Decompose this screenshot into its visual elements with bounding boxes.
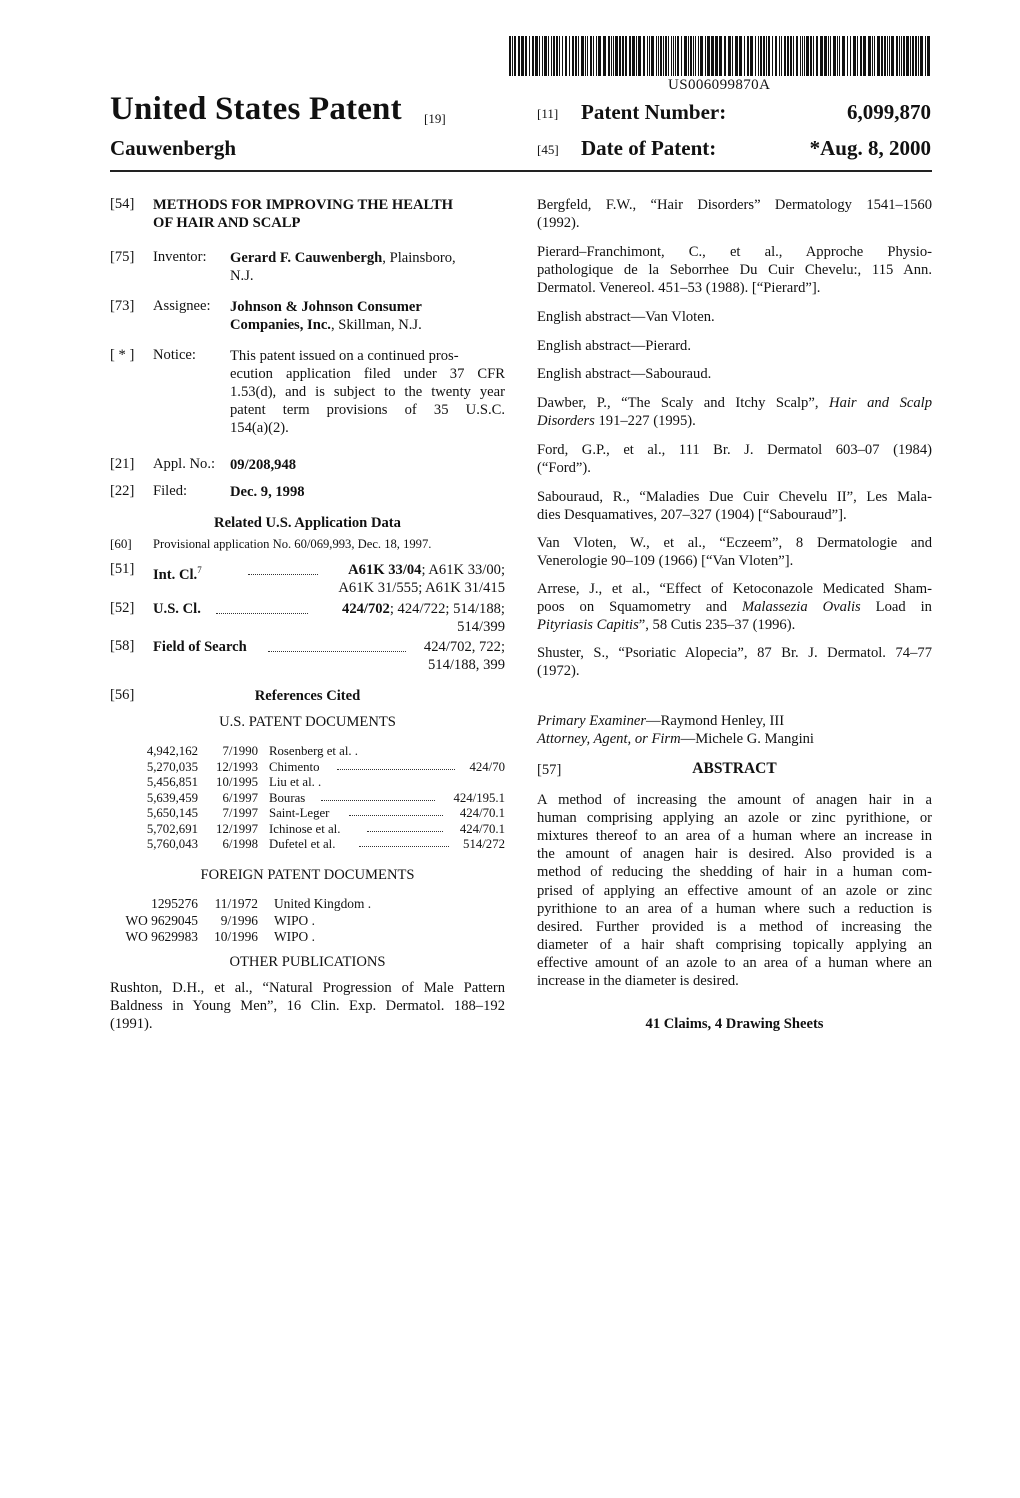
claims-summary: 41 Claims, 4 Drawing Sheets [645, 1016, 824, 1032]
barcode-bar [643, 36, 645, 76]
barcode-bar [581, 36, 584, 76]
barcode-bar [684, 36, 687, 76]
barcode-bar [700, 36, 703, 76]
us-patent-leader [359, 846, 449, 847]
us-cl-label: U.S. Cl. [153, 601, 201, 617]
barcode-bar [768, 36, 770, 76]
ref-pierard-line-2: pathologique de la Seborrhee Du Cuir Chevelu:, 115 Ann. [537, 262, 932, 278]
barcode-bar [551, 36, 552, 76]
abstract-code: [57] [537, 762, 562, 778]
barcode-bar [514, 36, 516, 76]
barcode-bar [542, 36, 543, 76]
primary-examiner-label: Primary Examiner [537, 713, 647, 729]
notice-line-4: patent term provisions of 35 U.S.C. [230, 402, 505, 418]
other-publications-heading: OTHER PUBLICATIONS [229, 954, 386, 970]
barcode-bar [698, 36, 699, 76]
filed-date: Dec. 9, 1998 [230, 484, 305, 500]
barcode-bar [596, 36, 597, 76]
barcode-bar [622, 36, 624, 76]
notice-line-2: ecution application filed under 37 CFR [230, 366, 505, 382]
barcode-bar [724, 36, 726, 76]
abstract-line: prised of applying an effective amount of an azole or zinc [537, 882, 932, 899]
barcode-bar [927, 36, 930, 76]
barcode-bar [660, 36, 662, 76]
ref-ford-line-1: Ford, G.P., et al., 111 Br. J. Dermatol 603–07 (1984) [537, 442, 932, 458]
barcode-bar [760, 36, 762, 76]
barcode-bar [728, 36, 731, 76]
int-cl-line-2: A61K 31/555; A61K 31/415 [338, 580, 505, 596]
barcode-bar [677, 36, 679, 76]
barcode-bar [651, 36, 654, 76]
int-cl-main: A61K 33/04 [348, 562, 422, 578]
barcode-bar [833, 36, 836, 76]
us-patent-leader [367, 831, 443, 832]
date-of-patent: *Aug. 8, 2000 [809, 136, 931, 160]
us-patent-leader [321, 800, 435, 801]
int-cl-code: [51] [110, 561, 135, 577]
foreign-patent-date: 10/1996 [214, 929, 258, 944]
us-patent-leader [349, 815, 443, 816]
inventor-value [230, 249, 456, 267]
title-code: [19] [424, 111, 446, 126]
barcode-bar [688, 36, 689, 76]
foreign-patent-date: 11/1972 [214, 896, 258, 911]
barcode-bar [824, 36, 827, 76]
barcode-bar [796, 36, 798, 76]
int-cl-label-wrap [153, 561, 202, 584]
barcode-bar [779, 36, 780, 76]
barcode-bar [532, 36, 534, 76]
barcode-bar [775, 36, 777, 76]
foreign-patent-number: WO 9629983 [125, 929, 198, 944]
int-cl-rest: ; A61K 33/00; [421, 562, 505, 578]
us-patent-name: Dufetel et al. [269, 837, 336, 851]
us-patent-leader [337, 769, 455, 770]
inventor-label: Inventor: [153, 249, 207, 265]
barcode-bar [611, 36, 612, 76]
assignee-name-line-1: Johnson & Johnson Consumer [230, 299, 422, 315]
barcode-bar [518, 36, 520, 76]
us-patent-number: 5,270,035 [146, 759, 198, 774]
ref-arrese-journal: ”, 58 Cutis 235–37 (1996). [638, 617, 796, 633]
barcode-bar [755, 36, 756, 76]
us-patent-name: Rosenberg et al. . [269, 744, 358, 758]
barcode-bar [915, 36, 917, 76]
barcode-bar [575, 36, 577, 76]
barcode-bar [695, 36, 696, 76]
barcode-bar [548, 36, 549, 76]
us-cl-line-2: 514/399 [457, 619, 505, 635]
us-patent-date: 6/1997 [222, 790, 258, 805]
us-patent-class: 424/70.1 [459, 806, 505, 820]
inventor-field-code: [75] [110, 249, 135, 265]
barcode-bar [509, 36, 511, 76]
us-patent-class: 424/195.1 [453, 790, 505, 805]
barcode-bar [559, 36, 560, 76]
us-patent-date: 7/1990 [222, 744, 258, 758]
ref-pierard-line-1: Pierard–Franchimont, C., et al., Approche Physio- [537, 244, 932, 260]
refs-code: [56] [110, 687, 135, 703]
foreign-documents-heading: FOREIGN PATENT DOCUMENTS [200, 867, 415, 883]
int-cl-leader [248, 574, 318, 575]
us-patent-name: Ichinose et al. [269, 821, 341, 836]
us-patent-number: 5,639,459 [146, 790, 198, 805]
barcode-bar [813, 36, 814, 76]
barcode-bar [784, 36, 786, 76]
barcode-bar [690, 36, 692, 76]
us-patent-date: 12/1993 [216, 759, 258, 774]
barcode-bar [887, 36, 888, 76]
barcode-bar [572, 36, 574, 76]
barcode-bar [569, 36, 570, 76]
us-patent-class: 424/70 [469, 759, 505, 774]
abstract-line: increase in the diameter is desired. [537, 973, 739, 989]
barcode [509, 36, 931, 76]
abstract-line: pyrithione to an area of a human where such a reduction is [537, 900, 932, 917]
header-divider [110, 170, 932, 172]
barcode-bar [593, 36, 594, 76]
barcode-bar [553, 36, 555, 76]
barcode-bar [820, 36, 823, 76]
barcode-bar [889, 36, 890, 76]
primary-examiner [537, 712, 932, 730]
barcode-bar [629, 36, 631, 76]
barcode-bar [872, 36, 873, 76]
abstract-line: the amount of anagen hair is desired. Also provided is a [537, 846, 932, 863]
barcode-bar [899, 36, 900, 76]
us-cl-leader [216, 613, 308, 614]
barcode-bar [705, 36, 706, 76]
barcode-bar [901, 36, 902, 76]
us-patent-number: 5,456,851 [146, 775, 198, 789]
patent-number: 6,099,870 [847, 100, 931, 124]
barcode-bar [830, 36, 831, 76]
barcode-bar [847, 36, 848, 76]
provisional-code: [60] [110, 536, 132, 551]
barcode-bar [590, 36, 592, 76]
barcode-bar [850, 36, 851, 76]
barcode-bar [715, 36, 718, 76]
foreign-patent-office: WIPO . [274, 929, 315, 944]
us-patent-class: 514/272 [463, 837, 505, 851]
assignee-field-code: [73] [110, 298, 135, 314]
barcode-bar [816, 36, 818, 76]
barcode-bar [556, 36, 558, 76]
barcode-bar [619, 36, 621, 76]
rushton-line-1: Rushton, D.H., et al., “Natural Progression of Male Pattern [110, 980, 505, 996]
barcode-bar [810, 36, 812, 76]
barcode-bar [802, 36, 803, 76]
barcode-bar [535, 36, 538, 76]
date-label: Date of Patent: [581, 136, 717, 160]
abstract-line: mixtures thereof to an area of a human where an increase in [537, 828, 932, 845]
ref-english-abstract-van-vloten: English abstract—Van Vloten. [537, 309, 715, 325]
us-patent-date: 12/1997 [216, 821, 258, 836]
barcode-bar [671, 36, 672, 76]
barcode-bar [663, 36, 664, 76]
ref-arrese-text: poos on Squamometry and [537, 599, 742, 615]
rushton-line-2: Baldness in Young Men”, 16 Clin. Exp. Dermatol. 188–192 [110, 998, 505, 1014]
barcode-bar [649, 36, 650, 76]
us-patent-number: 4,942,162 [146, 744, 198, 758]
barcode-bar [853, 36, 856, 76]
barcode-bar [665, 36, 667, 76]
us-patent-date: 10/1995 [216, 775, 258, 789]
ref-english-abstract-sabouraud: English abstract—Sabouraud. [537, 366, 712, 382]
ref-dawber-book-2: Disorders [537, 413, 595, 429]
barcode-bar [896, 36, 898, 76]
ref-shuster-line-2: (1972). [537, 663, 580, 679]
barcode-bar [744, 36, 745, 76]
barcode-bar [658, 36, 659, 76]
ref-van-vloten-line-1: Van Vloten, W., et al., “Eczeem”, 8 Dermatologie and [537, 535, 932, 551]
barcode-bar [874, 36, 875, 76]
foreign-patent-date: 9/1996 [220, 912, 258, 928]
barcode-bar [608, 36, 610, 76]
us-cl-rest: ; 424/722; 514/188; [389, 601, 505, 617]
barcode-bar [747, 36, 749, 76]
abstract-line: desired. Further provided is a method of increasing the [537, 918, 932, 935]
provisional-text: Provisional application No. 60/069,993, Dec. 18, 1997. [153, 537, 432, 551]
ref-sabouraud-line-2: dies Desquamatives, 207–327 (1904) [“Sabouraud”]. [537, 507, 847, 523]
barcode-bar [763, 36, 765, 76]
barcode-bar [787, 36, 789, 76]
ref-bergfeld-line-2: (1992). [537, 215, 580, 231]
related-data-heading: Related U.S. Application Data [214, 515, 401, 531]
field-of-search-code: [58] [110, 638, 135, 654]
ref-shuster-line-1: Shuster, S., “Psoriatic Alopecia”, 87 Br. J. Dermatol. 74–77 [537, 645, 932, 661]
foreign-patent-office: United Kingdom . [274, 896, 372, 911]
barcode-bar [739, 36, 742, 76]
ref-english-abstract-pierard: English abstract—Pierard. [537, 338, 692, 354]
barcode-bar [681, 36, 682, 76]
barcode-bar [525, 36, 527, 76]
barcode-bar [598, 36, 601, 76]
barcode-bar [711, 36, 714, 76]
barcode-bar [673, 36, 674, 76]
int-cl-label: Int. Cl. [153, 566, 198, 583]
int-cl-edition: 7 [197, 565, 202, 575]
barcode-bar [638, 36, 641, 76]
patent-number-label: Patent Number: [581, 100, 727, 124]
barcode-bar [675, 36, 676, 76]
barcode-bar [842, 36, 845, 76]
assignee-line-2 [230, 316, 422, 334]
invention-title-line-1: METHODS FOR IMPROVING THE HEALTH [153, 197, 454, 213]
us-patent-date: 6/1998 [222, 837, 258, 851]
ref-dawber-line-2 [537, 412, 932, 430]
barcode-bar [585, 36, 586, 76]
abstract-line: method of reducing the shedding of hair in a human com- [537, 864, 932, 881]
barcode-bar [750, 36, 753, 76]
inventor-name: Gerard F. Cauwenbergh [230, 250, 383, 266]
assignee-name-line-2: Companies, Inc. [230, 317, 331, 333]
barcode-bar [877, 36, 880, 76]
barcode-bar [781, 36, 782, 76]
notice-line-1: This patent issued on a continued pros- [230, 348, 459, 364]
inventor-place: , Plainsboro, [382, 250, 456, 266]
barcode-bar [793, 36, 794, 76]
us-patent-name: Bouras [269, 790, 306, 805]
us-patent-date: 7/1997 [222, 806, 258, 820]
barcode-bar [632, 36, 635, 76]
us-patent-name: Chimento [269, 759, 320, 774]
ref-pierard-line-3: Dermatol. Venereol. 451–53 (1988). [“Pierard”]. [537, 280, 821, 296]
field-of-search-line-2: 514/188, 399 [427, 657, 505, 673]
appl-field-code: [21] [110, 456, 135, 472]
barcode-bar [863, 36, 866, 76]
us-patent-number: 5,760,043 [146, 837, 198, 851]
attorney-label: Attorney, Agent, or Firm [537, 731, 681, 747]
notice-field-code: [ * ] [110, 347, 135, 363]
barcode-bar [790, 36, 792, 76]
abstract-line: diameter of a hair shaft comprising topically applying an [537, 936, 932, 953]
abstract-line: A method of increasing the amount of anagen hair in a [537, 792, 932, 808]
barcode-bar [918, 36, 919, 76]
patent-number-code: [11] [537, 106, 559, 121]
us-patent-number: 5,702,691 [146, 821, 198, 836]
us-patent-number: 5,650,145 [146, 806, 198, 820]
appl-label: Appl. No.: [153, 456, 216, 472]
ref-arrese-load: Load in [860, 599, 932, 615]
ref-arrese-line-2 [537, 598, 932, 616]
us-patent-class: 424/70.1 [459, 821, 505, 836]
title-field-code: [54] [110, 196, 135, 212]
barcode-bar [647, 36, 648, 76]
barcode-bar [868, 36, 871, 76]
barcode-bar [521, 36, 524, 76]
barcode-bar [707, 36, 710, 76]
appl-number: 09/208,948 [230, 457, 297, 473]
barcode-bar [903, 36, 905, 76]
field-of-search-line-1: 424/702, 722; [423, 639, 505, 655]
barcode-bar [906, 36, 909, 76]
us-cl-code: [52] [110, 600, 135, 616]
primary-examiner-name: —Raymond Henley, III [646, 713, 785, 729]
barcode-bar [578, 36, 579, 76]
barcode-bar [625, 36, 627, 76]
us-patent-name: Saint-Leger [269, 806, 330, 820]
inventor-surname: Cauwenbergh [110, 136, 237, 160]
barcode-bar [603, 36, 606, 76]
filed-label: Filed: [153, 483, 188, 499]
invention-title-line-2: OF HAIR AND SCALP [153, 215, 301, 231]
notice-line-5: 154(a)(2). [230, 420, 289, 436]
barcode-bar [891, 36, 894, 76]
inventor-state: N.J. [230, 268, 254, 284]
barcode-bar [828, 36, 829, 76]
ref-van-vloten-line-2: Venerologie 90–109 (1966) [“Van Vloten”]. [537, 553, 794, 569]
notice-line-3: 1.53(d), and is subject to the twenty year [230, 384, 505, 400]
barcode-number: US006099870A [668, 77, 771, 93]
barcode-bar [758, 36, 759, 76]
barcode-bar [544, 36, 547, 76]
us-cl-main: 424/702 [342, 601, 390, 617]
field-of-search-leader [268, 651, 406, 652]
barcode-bar [910, 36, 911, 76]
ref-dawber-line-1 [537, 394, 932, 412]
barcode-bar [839, 36, 840, 76]
references-heading: References Cited [254, 688, 361, 704]
barcode-bar [766, 36, 767, 76]
barcode-bar [656, 36, 657, 76]
field-of-search-label: Field of Search [153, 639, 247, 655]
ref-arrese-line-1: Arrese, J., et al., “Effect of Ketoconazole Medicated Sham- [537, 581, 932, 597]
barcode-bar [693, 36, 694, 76]
foreign-patent-number: 1295276 [151, 896, 198, 911]
ref-bergfeld-line-1: Bergfeld, F.W., “Hair Disorders” Dermatology 1541–1560 [537, 197, 932, 213]
barcode-bar [920, 36, 923, 76]
barcode-bar [884, 36, 886, 76]
barcode-bar [613, 36, 614, 76]
foreign-patent-office: WIPO . [274, 912, 315, 928]
barcode-bar [732, 36, 733, 76]
foreign-patent-number: WO 9629045 [125, 912, 198, 928]
barcode-bar [668, 36, 669, 76]
barcode-bar [539, 36, 540, 76]
us-patent-name: Liu et al. . [269, 775, 322, 789]
assignee-label: Assignee: [153, 298, 211, 314]
barcode-bar [881, 36, 883, 76]
ref-arrese-species: Malassezia Ovalis [741, 599, 861, 615]
barcode-bar [857, 36, 858, 76]
date-code: [45] [537, 142, 559, 157]
ref-arrese-condition: Pityriasis Capitis [537, 617, 639, 633]
ref-dawber-pages: 191–227 (1995). [594, 413, 696, 429]
barcode-bar [565, 36, 567, 76]
int-cl-value [348, 561, 505, 579]
ref-sabouraud-line-1: Sabouraud, R., “Maladies Due Cuir Chevelu II”, Les Mala- [537, 489, 932, 505]
barcode-bar [512, 36, 513, 76]
barcode-bar [837, 36, 838, 76]
barcode-bar [615, 36, 618, 76]
filed-field-code: [22] [110, 483, 135, 499]
ref-ford-line-2: (“Ford”). [537, 460, 591, 476]
notice-label: Notice: [153, 347, 196, 363]
ref-dawber-author: Dawber, P., “The Scaly and Itchy Scalp”, [537, 395, 830, 411]
abstract-line: effective amount of an azole to an area of a human where an [537, 954, 932, 971]
assignee-place: , Skillman, N.J. [330, 317, 422, 333]
barcode-bar [529, 36, 530, 76]
attorney [537, 730, 932, 748]
barcode-bar [912, 36, 914, 76]
abstract-heading: ABSTRACT [692, 760, 777, 777]
barcode-bar [925, 36, 926, 76]
ref-dawber-book: Hair and Scalp [829, 395, 932, 411]
barcode-bar [587, 36, 588, 76]
barcode-bar [860, 36, 862, 76]
rushton-line-3: (1991). [110, 1016, 153, 1032]
attorney-name: —Michele G. Mangini [680, 731, 814, 747]
us-documents-heading: U.S. PATENT DOCUMENTS [219, 714, 396, 730]
barcode-bar [772, 36, 773, 76]
barcode-bar [735, 36, 738, 76]
ref-arrese-line-3 [537, 616, 932, 634]
barcode-bar [806, 36, 809, 76]
abstract-line: human comprising applying an azole or zinc pyrithione, or [537, 810, 932, 827]
barcode-bar [636, 36, 637, 76]
document-title: United States Patent [110, 91, 402, 127]
barcode-bar [804, 36, 805, 76]
us-cl-value [342, 600, 505, 618]
barcode-bar [562, 36, 563, 76]
barcode-bar [800, 36, 801, 76]
barcode-bar [719, 36, 722, 76]
